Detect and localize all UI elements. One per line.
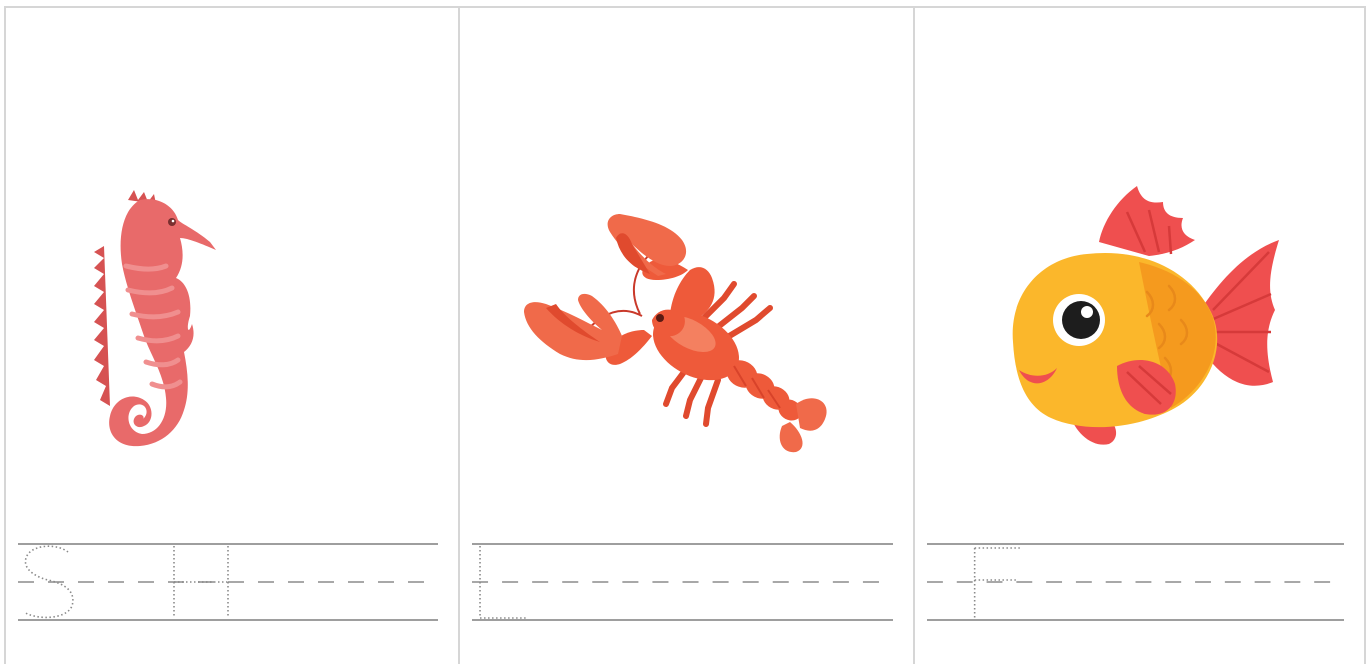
lobster-icon: [520, 204, 830, 454]
trace-letter-f: [927, 542, 1344, 622]
tracing-area[interactable]: [927, 542, 1344, 622]
card-seahorse: [6, 8, 458, 664]
trace-letters-s-h: [18, 542, 438, 622]
card-lobster: [458, 8, 913, 664]
tracing-area[interactable]: [472, 542, 893, 622]
tracing-area[interactable]: [18, 542, 438, 622]
seahorse-icon: [92, 186, 222, 450]
goldfish-icon: [999, 182, 1279, 452]
trace-letter-l: [472, 542, 893, 622]
worksheet: [4, 6, 1366, 664]
card-goldfish: [913, 8, 1364, 664]
